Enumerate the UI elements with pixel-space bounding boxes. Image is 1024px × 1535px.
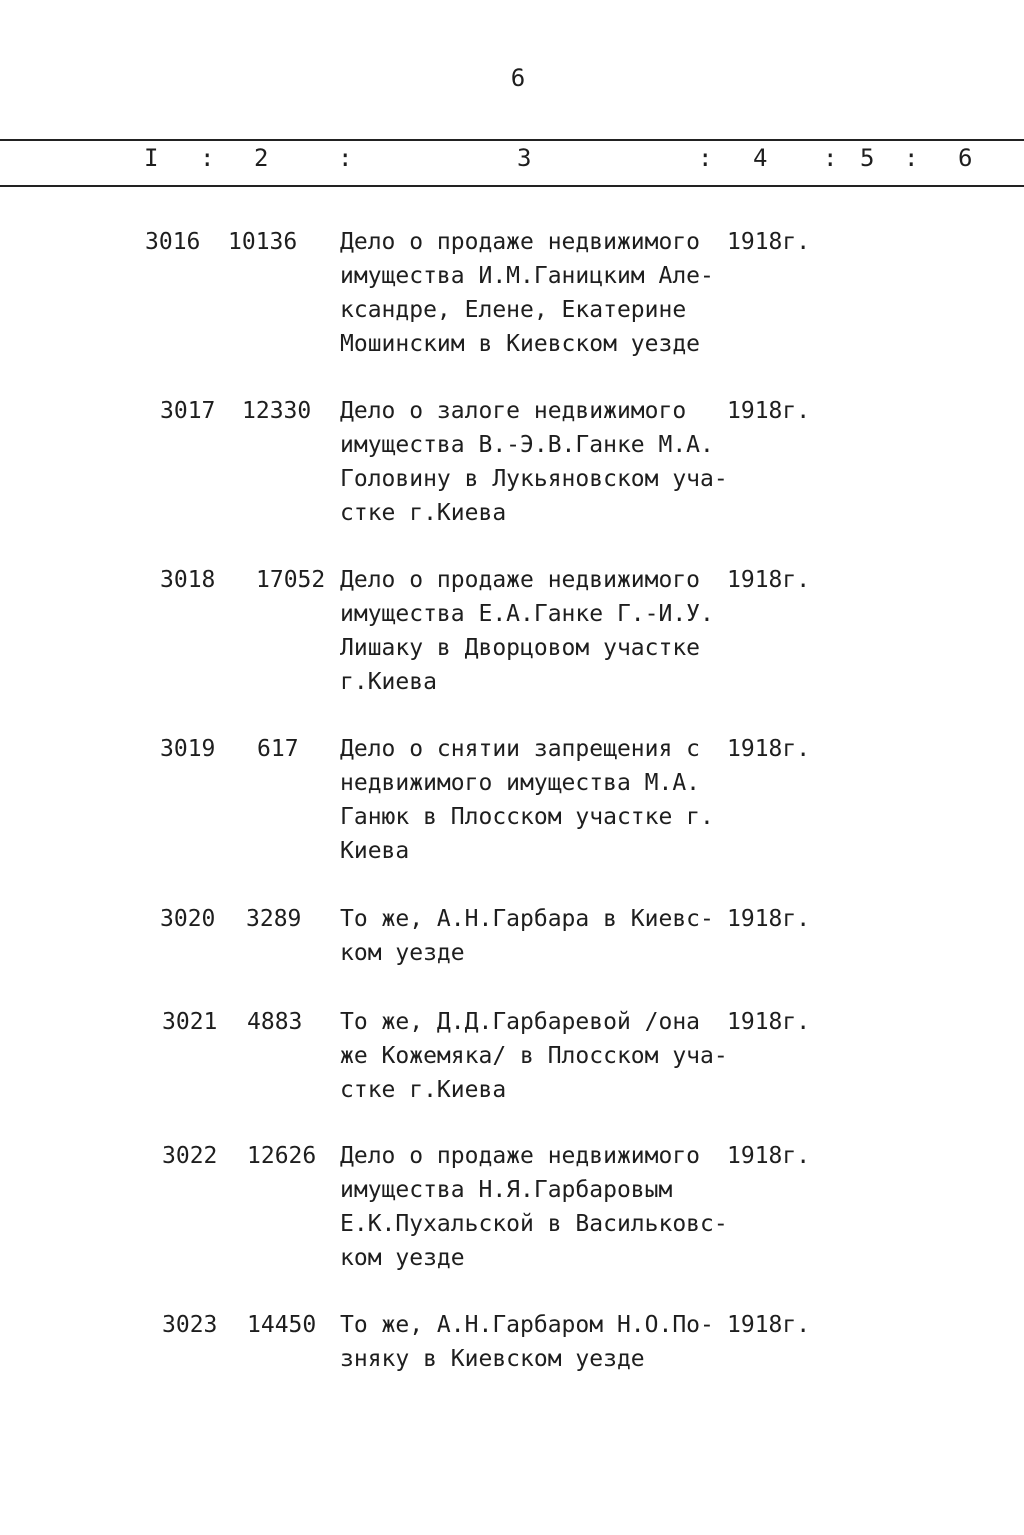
header-separator: :	[338, 144, 353, 172]
description-line: Дело о залоге недвижимого	[340, 398, 687, 424]
entry-old-number: 12330	[242, 398, 312, 424]
description-line: г.Киева	[340, 669, 437, 695]
header-col-6: 6	[958, 144, 973, 172]
header-col-4: 4	[753, 144, 768, 172]
page-number: 6	[510, 64, 526, 92]
header-col-3: 3	[517, 144, 532, 172]
entry-number: 3022	[162, 1143, 218, 1169]
entry-old-number: 3289	[246, 906, 302, 932]
header-separator: :	[904, 144, 919, 172]
description-line: ксандре, Елене, Екатерине	[340, 297, 687, 323]
entry-year: 1918г.	[727, 1009, 811, 1035]
entry-number: 3020	[160, 906, 216, 932]
entry-number: 3019	[160, 736, 216, 762]
header-separator: :	[823, 144, 838, 172]
description-line: Дело о продаже недвижимого	[340, 1143, 701, 1169]
column-header-row	[0, 144, 1024, 180]
entry-number: 3017	[160, 398, 216, 424]
description-line: То же, А.Н.Гарбара в Киевс-	[340, 906, 714, 932]
entry-year: 1918г.	[727, 398, 811, 424]
description-line: недвижимого имущества М.А.	[340, 770, 701, 796]
entry-old-number: 12626	[247, 1143, 317, 1169]
entry-number: 3018	[160, 567, 216, 593]
description-line: Ганюк в Плосском участке г.	[340, 804, 714, 830]
description-line: Киева	[340, 838, 410, 864]
entry-old-number: 4883	[247, 1009, 303, 1035]
entry-description	[340, 394, 728, 530]
entry-number: 3016	[145, 229, 201, 255]
entry-year: 1918г.	[727, 229, 811, 255]
description-line: стке г.Киева	[340, 1077, 507, 1103]
description-line: имущества Н.Я.Гарбаровым	[340, 1177, 673, 1203]
description-line: имущества Е.А.Ганке Г.-И.У.	[340, 601, 714, 627]
entry-old-number: 14450	[247, 1312, 317, 1338]
header-rule-bottom	[0, 185, 1024, 187]
description-line: зняку в Киевском уезде	[340, 1346, 645, 1372]
description-line: имущества И.М.Ганицким Але-	[340, 263, 714, 289]
entry-old-number: 10136	[228, 229, 298, 255]
header-col-1: I	[144, 144, 159, 172]
description-line: Дело о продаже недвижимого	[340, 229, 701, 255]
entry-description	[340, 1005, 728, 1107]
description-line: Е.К.Пухальской в Васильковс-	[340, 1211, 728, 1237]
description-line: Лишаку в Дворцовом участке	[340, 635, 701, 661]
description-line: То же, Д.Д.Гарбаревой /она	[340, 1009, 701, 1035]
description-line: стке г.Киева	[340, 500, 507, 526]
entry-old-number: 617	[257, 736, 299, 762]
description-line: Дело о снятии запрещения с	[340, 736, 701, 762]
entry-description	[340, 563, 725, 699]
header-rule-top	[0, 139, 1024, 141]
entry-year: 1918г.	[727, 736, 811, 762]
description-line: То же, А.Н.Гарбаром Н.О.По-	[340, 1312, 714, 1338]
header-separator: :	[698, 144, 713, 172]
entry-description	[340, 1139, 728, 1275]
description-line: же Кожемяка/ в Плосском уча-	[340, 1043, 728, 1069]
entry-year: 1918г.	[727, 1143, 811, 1169]
description-line: имущества В.-Э.В.Ганке М.А.	[340, 432, 714, 458]
entry-description	[340, 732, 725, 868]
header-col-5: 5	[860, 144, 875, 172]
entry-number: 3021	[162, 1009, 218, 1035]
entry-old-number: 17052	[256, 567, 326, 593]
description-line: Мошинским в Киевском уезде	[340, 331, 701, 357]
entry-year: 1918г.	[727, 1312, 811, 1338]
entry-description	[340, 1308, 725, 1376]
description-line: Головину в Лукьяновском уча-	[340, 466, 728, 492]
entry-description	[340, 225, 725, 361]
header-separator: :	[200, 144, 215, 172]
description-line: ком уезде	[340, 1245, 465, 1271]
header-col-2: 2	[254, 144, 269, 172]
entry-description	[340, 902, 725, 970]
description-line: Дело о продаже недвижимого	[340, 567, 701, 593]
entry-year: 1918г.	[727, 906, 811, 932]
entry-number: 3023	[162, 1312, 218, 1338]
entry-year: 1918г.	[727, 567, 811, 593]
description-line: ком уезде	[340, 940, 465, 966]
